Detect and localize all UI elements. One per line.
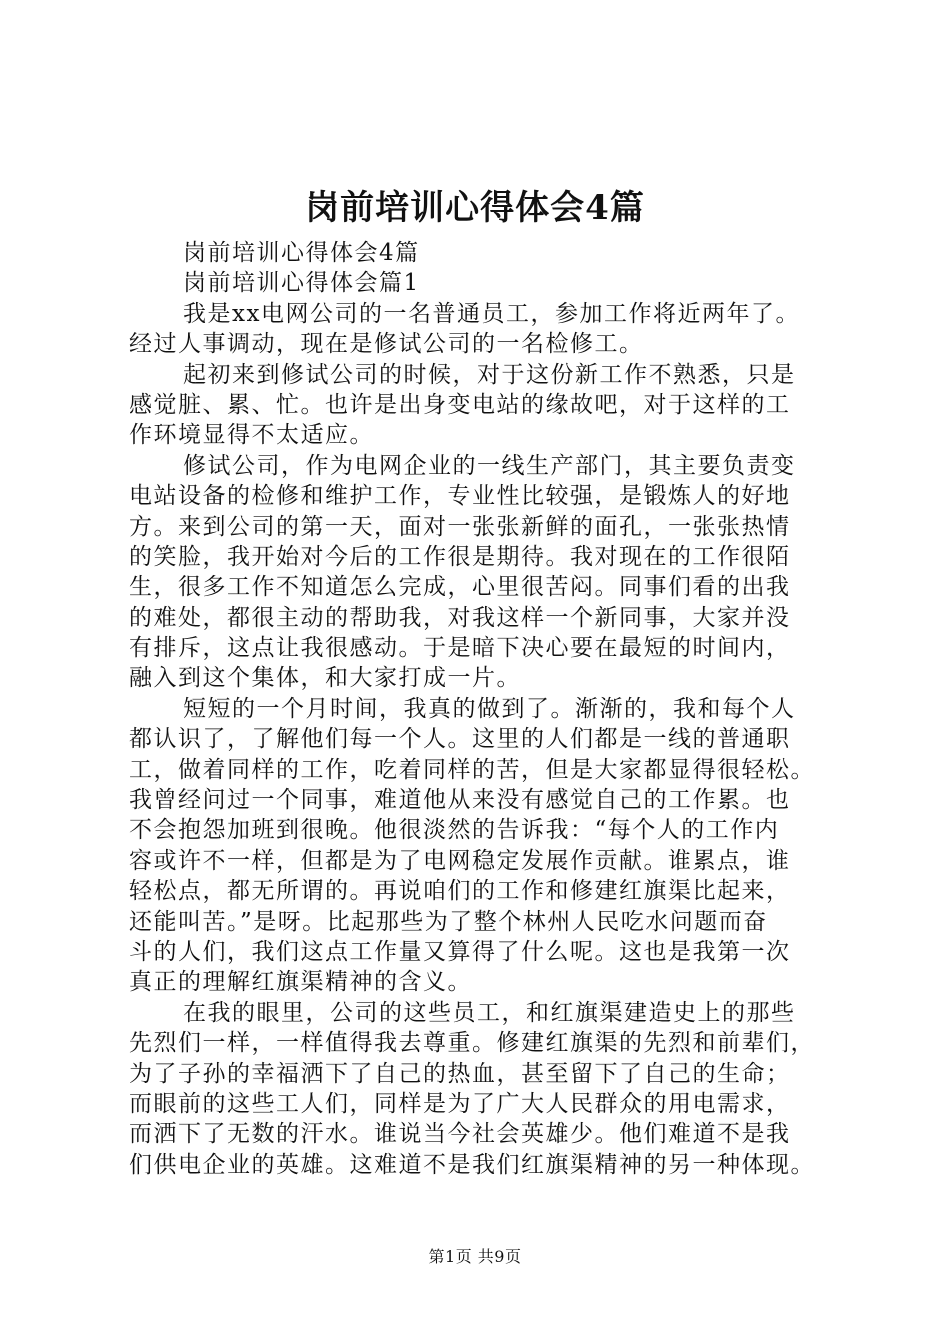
text-line: 的笑脸，我开始对今后的工作很是期待。我对现在的工作很陌 [129,543,791,570]
text-line: 起初来到修试公司的时候，对于这份新工作不熟悉，只是 [183,361,796,388]
text-line: 们供电企业的英雄。这难道不是我们红旗渠精神的另一种体现。 [129,1151,815,1178]
text-line: 轻松点，都无所谓的。再说咱们的工作和修建红旗渠比起来， [129,878,791,905]
text-line: 容或许不一样，但都是为了电网稳定发展作贡献。谁累点，谁 [129,847,791,874]
text-line: 我曾经问过一个同事，难道他从来没有感觉自己的工作累。也 [129,787,791,814]
text-line: 工，做着同样的工作，吃着同样的苦，但是大家都显得很轻松。 [129,756,815,783]
text-line: 斗的人们，我们这点工作量又算得了什么呢。这也是我第一次 [129,938,791,965]
text-line: 还能叫苦。”是呀。比起那些为了整个林州人民吃水问题而奋 [129,908,768,935]
text-line: 岗前培训心得体会4篇 [183,240,420,266]
text-line: 为了子孙的幸福洒下了自己的热血，甚至留下了自己的生命； [129,1060,791,1087]
text-line: 电站设备的检修和维护工作，专业性比较强，是锻炼人的好地 [129,483,791,510]
page-title: 岗前培训心得体会4篇 [305,188,645,228]
text-line: 岗前培训心得体会篇1 [183,270,420,297]
text-line: 生，很多工作不知道怎么完成，心里很苦闷。同事们看的出我 [129,574,791,601]
text-line: 的难处，都很主动的帮助我，对我这样一个新同事，大家并没 [129,604,791,631]
text-line: 融入到这个集体，和大家打成一片。 [129,665,521,692]
text-line: 作环境显得不太适应。 [129,422,374,449]
text-line: 而眼前的这些工人们，同样是为了广大人民群众的用电需求， [129,1090,791,1117]
text-line: 修试公司，作为电网企业的一线生产部门，其主要负责变 [183,452,796,479]
text-line: 不会抱怨加班到很晚。他很淡然的告诉我：“每个人的工作内 [129,817,780,844]
text-line: 有排斥，这点让我很感动。于是暗下决心要在最短的时间内， [129,635,791,662]
text-line: 都认识了，了解他们每一个人。这里的人们都是一线的普通职 [129,726,791,753]
page-footer: 第1页 共9页 [428,1247,522,1266]
document-body [129,238,833,1180]
text-line: 感觉脏、累、忙。也许是出身变电站的缘故吧，对于这样的工 [129,391,791,418]
text-line: 真正的理解红旗渠精神的含义。 [129,969,472,996]
text-line: 经过人事调动，现在是修试公司的一名检修工。 [129,331,644,358]
text-line: 方。来到公司的第一天，面对一张张新鲜的面孔，一张张热情 [129,513,791,540]
text-line: 在我的眼里，公司的这些员工，和红旗渠建造史上的那些 [183,999,796,1026]
text-line: 而洒下了无数的汗水。谁说当今社会英雄少。他们难道不是我 [129,1121,791,1148]
text-line: 我是xx电网公司的一名普通员工，参加工作将近两年了。 [183,300,800,327]
text-line: 短短的一个月时间，我真的做到了。渐渐的，我和每个人 [183,695,796,722]
text-line: 先烈们一样，一样值得我去尊重。修建红旗渠的先烈和前辈们， [129,1030,815,1057]
